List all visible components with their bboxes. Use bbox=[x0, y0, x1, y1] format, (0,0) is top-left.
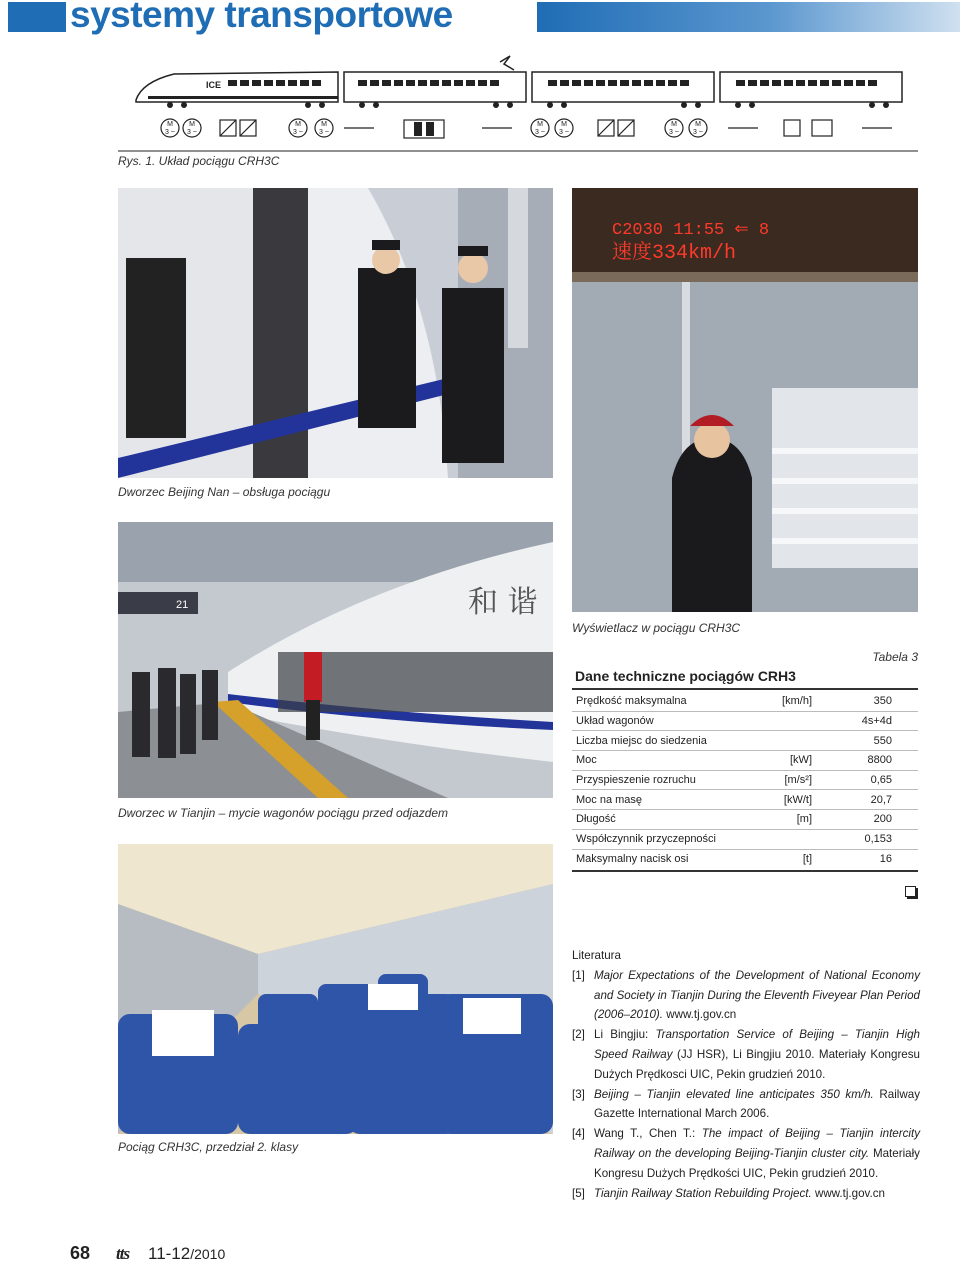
section-title: systemy transportowe bbox=[70, 0, 453, 35]
photo-display bbox=[572, 188, 918, 612]
train-characters: 和 谐 bbox=[468, 585, 538, 620]
svg-text:M: M bbox=[295, 121, 301, 128]
svg-text:3 ~: 3 ~ bbox=[187, 129, 197, 136]
table-row: Maksymalny nacisk osi [t] 16 bbox=[576, 853, 892, 866]
photo-caption-display: Wyświetlacz w pociągu CRH3C bbox=[572, 621, 741, 635]
svg-text:3 ~: 3 ~ bbox=[559, 129, 569, 136]
table-row: Moc [kW] 8800 bbox=[572, 751, 918, 771]
end-of-article-icon bbox=[905, 886, 916, 897]
svg-text:M: M bbox=[671, 121, 677, 128]
train-logo: ICE bbox=[206, 80, 222, 90]
train-diagram bbox=[118, 52, 918, 152]
reference-item: [3] Beijing – Tianjin elevated line anticipates 350 km/h. Railway Gazette International March 2006. bbox=[572, 1087, 920, 1121]
svg-text:M: M bbox=[561, 121, 567, 128]
display-line2: 速度334km/h bbox=[612, 242, 737, 265]
table-row: Liczba miejsc do siedzenia 550 bbox=[572, 731, 918, 751]
svg-text:M: M bbox=[189, 121, 195, 128]
issue-date: 11-12/2010 bbox=[148, 1244, 226, 1263]
svg-text:3 ~: 3 ~ bbox=[535, 129, 545, 136]
photo-caption-beijing: Dworzec Beijing Nan – obsługa pociągu bbox=[118, 485, 331, 499]
header-bar-right bbox=[537, 2, 960, 32]
svg-text:M: M bbox=[321, 121, 327, 128]
svg-text:3 ~: 3 ~ bbox=[669, 129, 679, 136]
table-title: Dane techniczne pociągów CRH3 bbox=[575, 668, 796, 684]
photo-interior bbox=[118, 844, 553, 1134]
literature-heading: Literatura bbox=[572, 949, 621, 962]
table-rule-top bbox=[572, 688, 918, 690]
table-row: Długość [m] 200 bbox=[572, 810, 918, 830]
table-label: Tabela 3 bbox=[872, 650, 918, 664]
spec-table bbox=[572, 692, 918, 869]
photo-beijing-nan bbox=[118, 188, 553, 478]
table-row: Układ wagonów 4s+4d bbox=[572, 712, 918, 732]
table-rule-bottom bbox=[572, 870, 918, 872]
reference-item: [2] Li Bingjiu: Transportation Service of Beijing – Tianjin High Speed Railway (JJ HSR), Li Bingjiu 2010. Materiały Kongresu Dużych Prędkosci UIC, Pekin grudzień 2010. bbox=[572, 1028, 920, 1081]
svg-text:M: M bbox=[167, 121, 173, 128]
board-number: 21 bbox=[176, 599, 189, 611]
svg-text:M: M bbox=[537, 121, 543, 128]
table-row: Przyspieszenie rozruchu [m/s²] 0,65 bbox=[572, 771, 918, 791]
table-row: Moc na masę [kW/t] 20,7 bbox=[572, 790, 918, 810]
svg-text:3 ~: 3 ~ bbox=[165, 129, 175, 136]
table-row: Współczynnik przyczepności 0,153 bbox=[572, 830, 918, 850]
photo-tianjin bbox=[118, 522, 553, 798]
literature bbox=[572, 946, 920, 1203]
page-number: 68 bbox=[70, 1243, 91, 1263]
reference-item: [4] Wang T., Chen T.: The impact of Beijing – Tianjin intercity Railway on the developing Beijing-Tianjin cluster city. Materiały Kongresu Dużych Prędkości UIC, Pekin grudzień 2010. bbox=[572, 1127, 920, 1180]
magazine-logo: tts bbox=[116, 1244, 130, 1263]
svg-text:3 ~: 3 ~ bbox=[293, 129, 303, 136]
reference-item: [5] Tianjin Railway Station Rebuilding Project. www.tj.gov.cn bbox=[572, 1186, 885, 1200]
svg-text:3 ~: 3 ~ bbox=[319, 129, 329, 136]
display-line1: C2030 11:55 ⇐ 8 bbox=[612, 221, 770, 240]
figure-caption: Rys. 1. Układ pociągu CRH3C bbox=[118, 154, 280, 168]
svg-text:3 ~: 3 ~ bbox=[693, 129, 703, 136]
photo-caption-tianjin: Dworzec w Tianjin – mycie wagonów pociągu przed odjazdem bbox=[118, 806, 449, 820]
header-bar-left bbox=[8, 2, 66, 32]
reference-item: [1] Major Expectations of the Development of National Economy and Society in Tianjin During the Eleventh Fiveyear Plan Period (2006–2010). www.tj.gov.cn bbox=[572, 968, 920, 1022]
photo-caption-interior: Pociąg CRH3C, przedział 2. klasy bbox=[118, 1140, 299, 1154]
table-row: Prędkość maksymalna [km/h] 350 bbox=[572, 692, 918, 712]
svg-text:M: M bbox=[695, 121, 701, 128]
